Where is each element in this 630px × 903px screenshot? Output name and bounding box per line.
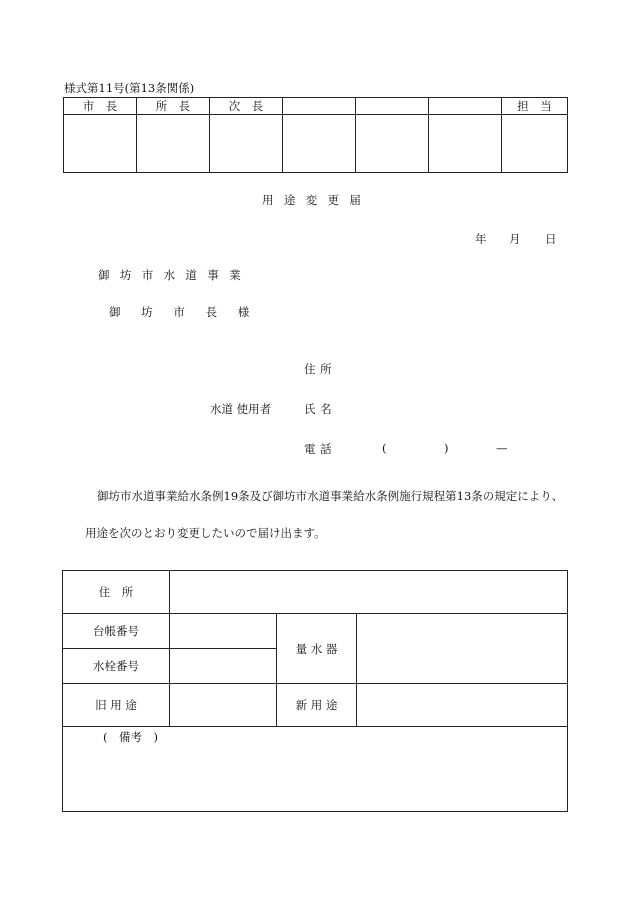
stamp-box-row (64, 115, 568, 173)
tap-number-label: 水栓番号 (93, 659, 139, 673)
stamp-header-staff: 担 当 (502, 98, 568, 115)
date-day-label: 日 (545, 232, 557, 246)
old-use-value-cell[interactable] (170, 684, 277, 727)
stamp-box-director[interactable] (137, 115, 210, 173)
remarks-row (63, 727, 568, 812)
stamp-box-blank-2[interactable] (356, 115, 429, 173)
new-use-label-cell (277, 684, 357, 727)
applicant-phone-label: 電話 (304, 442, 337, 456)
address-label-cell (63, 571, 170, 614)
stamp-header-blank-3 (429, 98, 502, 115)
applicant-address-label: 住所 (304, 362, 337, 376)
remarks-label: ( 備考 ) (103, 730, 158, 744)
addressee-mayor: 御坊市長様 (109, 305, 270, 319)
date-month-label: 月 (509, 232, 521, 246)
applicant-name-label: 氏名 (304, 402, 337, 416)
ledger-number-label: 台帳番号 (93, 624, 139, 638)
old-use-label-cell (63, 684, 170, 727)
tap-label-cell (63, 649, 170, 684)
applicant-user-label: 水道 使用者 (210, 402, 272, 416)
remarks-cell[interactable] (63, 727, 568, 812)
phone-dash: — (496, 441, 508, 455)
stamp-box-deputy[interactable] (210, 115, 283, 173)
stamp-header-blank-1 (283, 98, 356, 115)
body-text-line-2: 用途を次のとおり変更したいので届け出ます。 (85, 526, 326, 540)
body-text-line-1: 御坊市水道事業給水条例19条及び御坊市水道事業給水条例施行規程第13条の規定により、 (97, 489, 564, 503)
stamp-box-blank-1[interactable] (283, 115, 356, 173)
new-use-value-cell[interactable] (357, 684, 568, 727)
stamp-box-mayor[interactable] (64, 115, 137, 173)
date-year-label: 年 (475, 232, 487, 246)
address-label: 住 所 (98, 585, 134, 599)
use-row (63, 684, 568, 727)
stamp-box-blank-3[interactable] (429, 115, 502, 173)
meter-value-cell[interactable] (357, 614, 568, 684)
address-row (63, 571, 568, 614)
stamp-header-director: 所 長 (137, 98, 210, 115)
ledger-value-cell[interactable] (170, 614, 277, 649)
addressee-organization: 御坊市水道事業 (98, 268, 251, 282)
phone-open-paren: ( (382, 441, 387, 455)
phone-close-paren: ) (444, 441, 449, 455)
ledger-row (63, 614, 568, 649)
old-use-label: 旧 用 途 (95, 698, 137, 712)
tap-value-cell[interactable] (170, 649, 277, 684)
new-use-label: 新 用 途 (295, 698, 338, 712)
stamp-header-deputy: 次 長 (210, 98, 283, 115)
address-value-cell[interactable] (170, 571, 568, 614)
form-number: 様式第11号(第13条関係) (64, 81, 195, 95)
document-title: 用途変更届 (262, 193, 372, 207)
stamp-box-staff[interactable] (502, 115, 568, 173)
meter-label-cell (277, 614, 357, 684)
ledger-label-cell (63, 614, 170, 649)
change-details-table (62, 570, 568, 812)
stamp-header-blank-2 (356, 98, 429, 115)
meter-label: 量 水 器 (295, 641, 338, 656)
approval-stamp-table (63, 97, 568, 173)
stamp-header-row (64, 98, 568, 115)
stamp-header-mayor: 市 長 (64, 98, 137, 115)
